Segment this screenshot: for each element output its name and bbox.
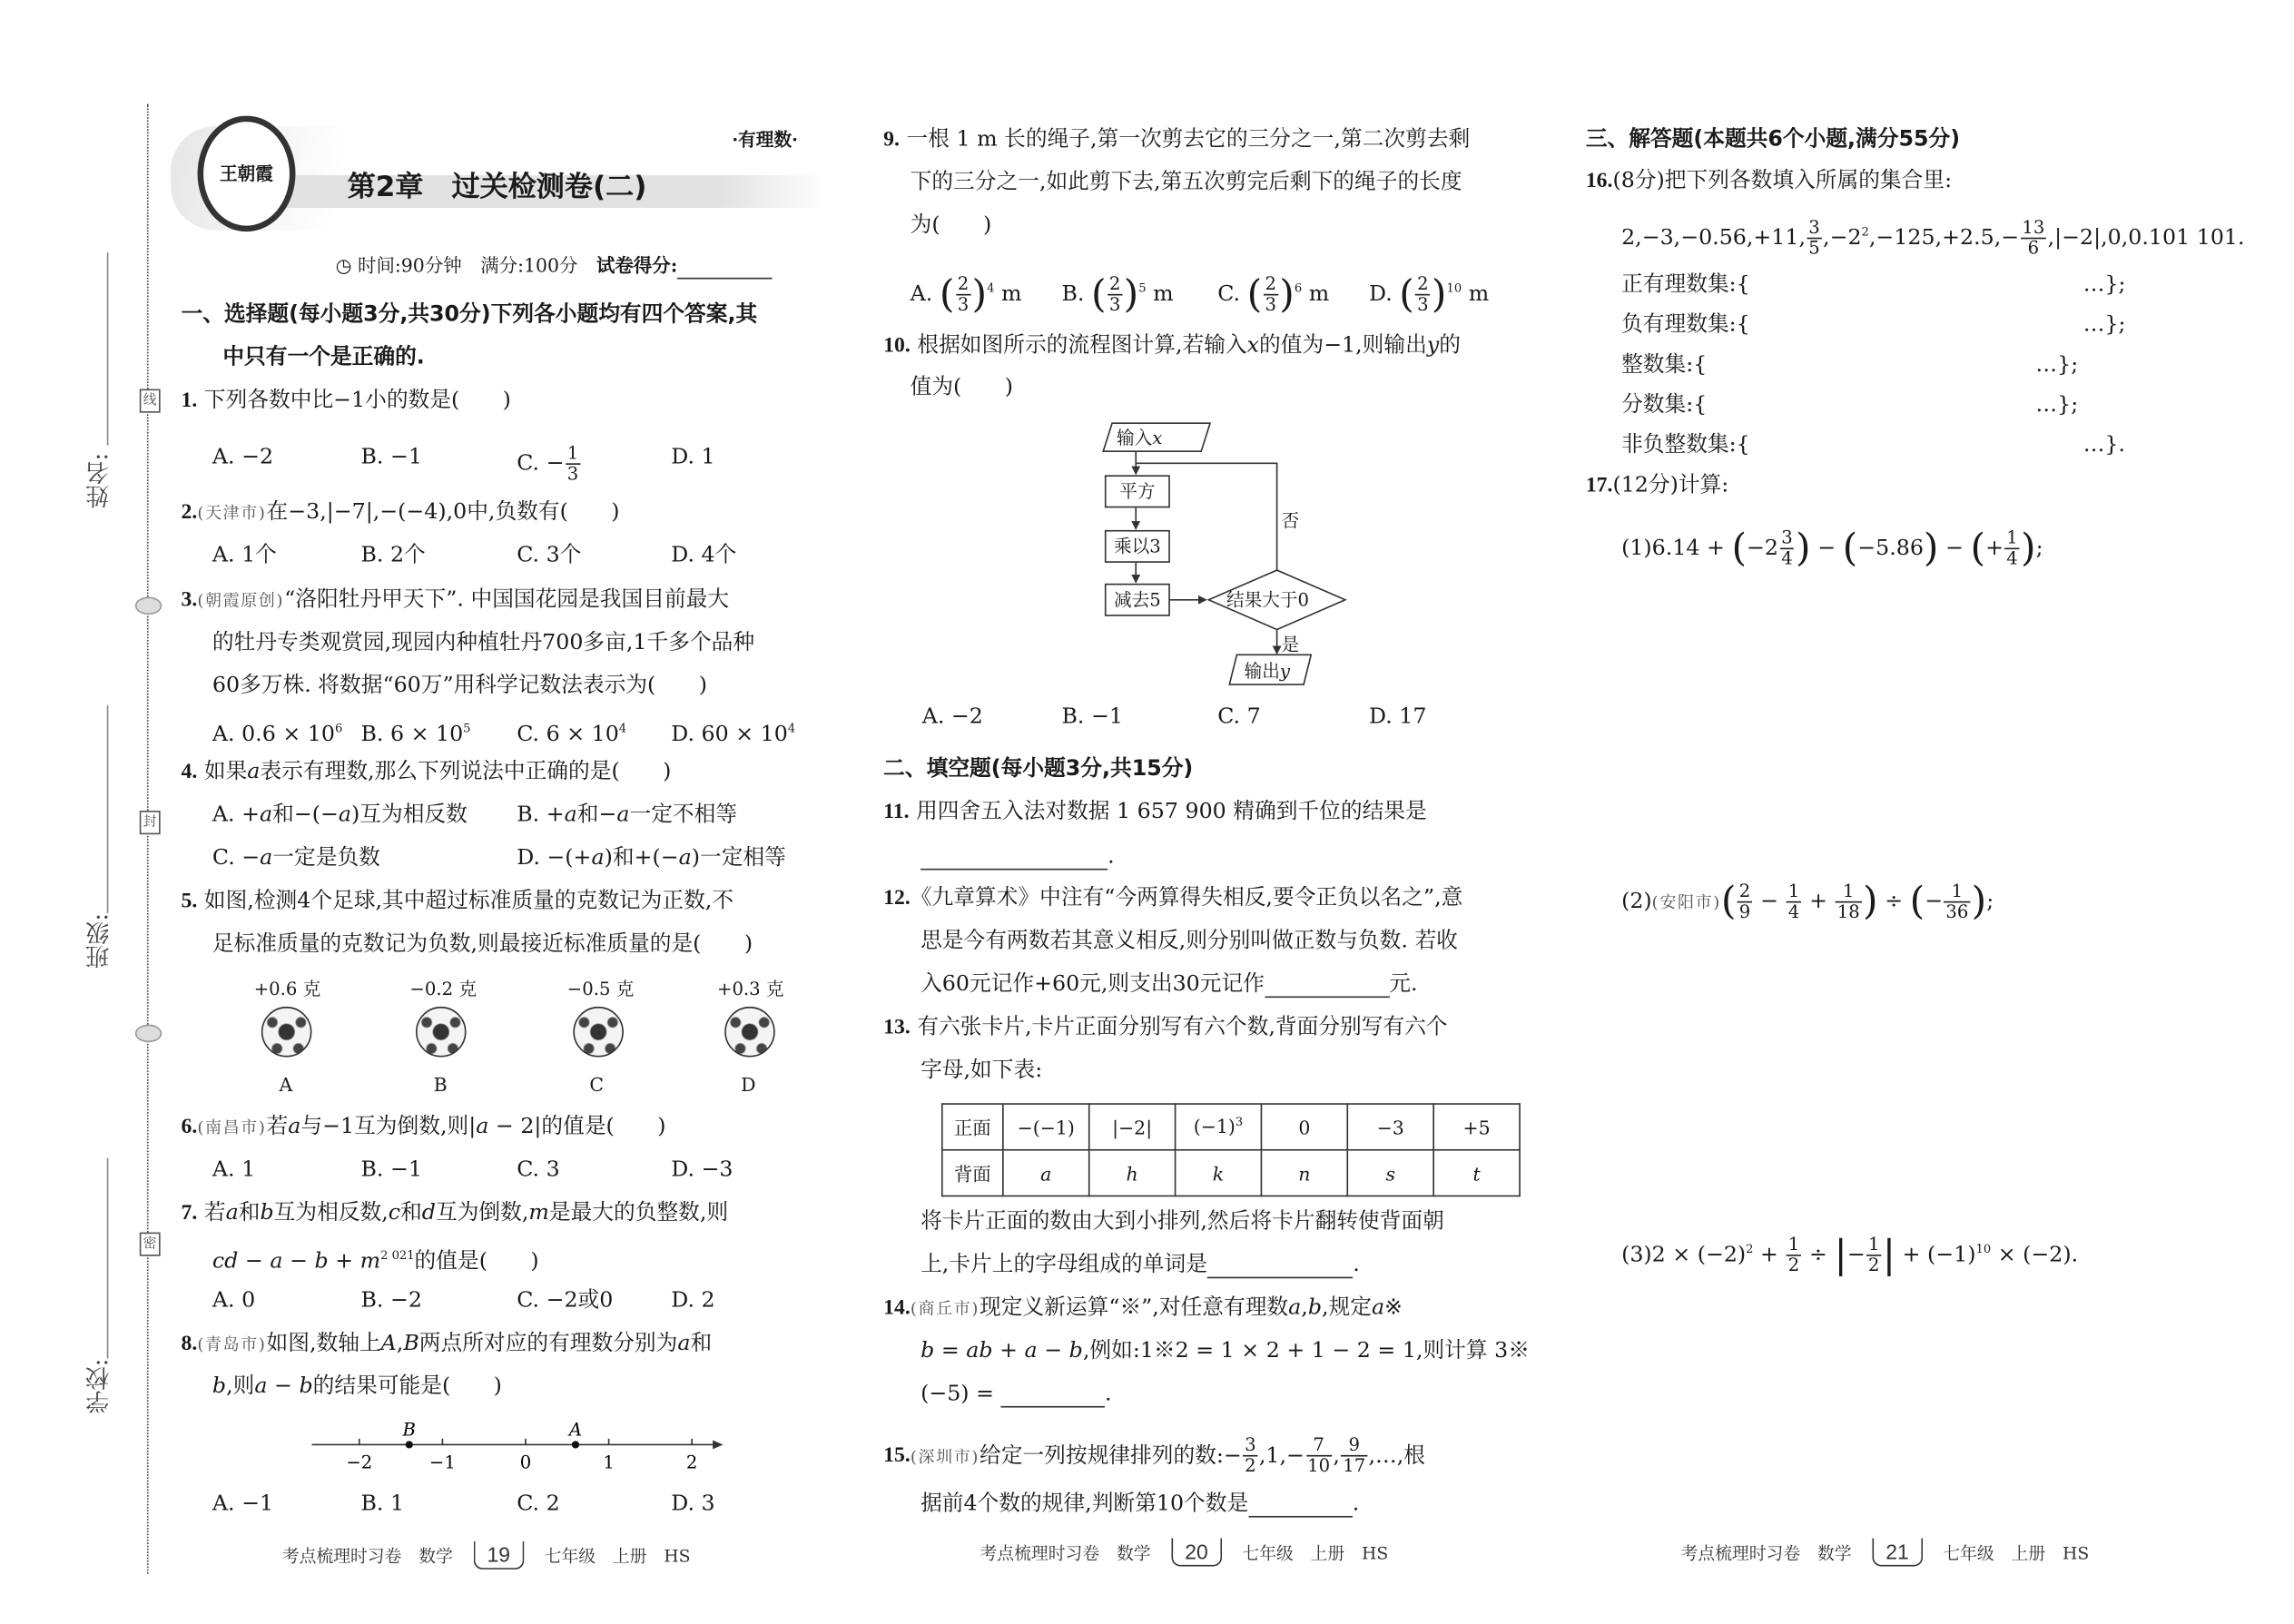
full-score: 满分:100分 xyxy=(480,253,578,277)
table-cell: n xyxy=(1261,1150,1347,1196)
page-footer: 考点梳理时习卷 数学 21 七年级 上册 HS xyxy=(1680,1538,2089,1566)
question-text: 足标准质量的克数记为负数,则最接近标准质量的是( ) xyxy=(212,932,753,957)
question-1: 1. 下列各数中比−1小的数是( ) xyxy=(181,389,511,413)
option[interactable]: D. −3 xyxy=(671,1157,733,1182)
table-cell: a xyxy=(1003,1150,1089,1196)
option[interactable]: C. 7 xyxy=(1217,704,1261,730)
set-row: 分数集:{ xyxy=(1621,393,1708,418)
soccer-ball-icon xyxy=(261,1007,312,1058)
option[interactable]: C. −2或0 xyxy=(517,1288,614,1313)
flow-output: 输出y xyxy=(1244,660,1291,682)
calc-part-3: $(3)2 \times (-2)^2$ + $\frac{1}{2}$ ÷ |− $\frac{1}{2}$ | + $(-1)^{10} \times (-2)$. xyxy=(1621,1233,2079,1278)
ball-label: D xyxy=(741,1073,756,1097)
question-text: 为( ) xyxy=(910,213,992,238)
table-cell: s xyxy=(1347,1150,1433,1196)
set-row: 整数集:{ xyxy=(1621,353,1708,378)
school-label: 学校: xyxy=(84,1358,113,1414)
question-13: 13. 有六张卡片,卡片正面分别写有六个数,背面分别写有六个 xyxy=(883,1015,1448,1039)
class-label: 班级: xyxy=(84,912,113,969)
set-row: 正有理数集:{ xyxy=(1621,272,1750,298)
question-11: 11. 用四舍五入法对数据 1 657 900 精确到千位的结果是 xyxy=(883,800,1427,824)
question-17: 17.(12分)计算: xyxy=(1585,473,1729,497)
flow-no: 否 xyxy=(1281,510,1300,532)
soccer-ball-icon xyxy=(416,1007,467,1058)
set-row: 非负整数集:{ xyxy=(1621,433,1750,458)
option[interactable]: B. −1 xyxy=(360,1157,422,1182)
question-14: 14.(商丘市)现定义新运算“※”,对任意有理数a,b,规定a※ xyxy=(883,1295,1403,1321)
seal-dotted-line xyxy=(147,103,150,1573)
school-blank xyxy=(107,1158,109,1359)
option[interactable]: B. +a和−a一定不相等 xyxy=(517,802,738,828)
soccer-ball-icon xyxy=(573,1007,624,1058)
option[interactable]: A. 0 xyxy=(212,1288,256,1313)
axis-point xyxy=(572,1441,579,1448)
flow-step-subtract: 减去5 xyxy=(1105,584,1170,616)
card-table xyxy=(941,1103,1521,1196)
set-end: …}. xyxy=(2082,433,2126,458)
option[interactable]: B. −2 xyxy=(360,1288,422,1313)
option[interactable]: B. −1 xyxy=(1061,704,1123,730)
page-number: 19 xyxy=(474,1541,524,1570)
page-number: 21 xyxy=(1872,1538,1922,1566)
option[interactable]: C. 2 xyxy=(517,1491,560,1516)
question-text: b = ab + a − b,例如:1※2 = 1 × 2 + 1 − 2 = 1,则计算 3※ xyxy=(921,1339,1530,1363)
option[interactable]: A. 1 xyxy=(212,1157,256,1182)
set-end: …}; xyxy=(2082,313,2126,338)
section-heading-cont: 中只有一个是正确的. xyxy=(222,346,425,370)
question-text: 将卡片正面的数由大到小排列,然后将卡片翻转使背面朝 xyxy=(921,1210,1444,1235)
question-2: 2.(天津市)在−3,|−7|,−(−4),0中,负数有( ) xyxy=(181,500,620,525)
axis-point-label: A xyxy=(568,1419,583,1441)
ball-label: C xyxy=(589,1073,604,1097)
option[interactable]: A. 1个 xyxy=(212,543,277,567)
row-header: 背面 xyxy=(942,1150,1003,1196)
flow-step-multiply: 乘以3 xyxy=(1105,530,1170,563)
seal-char: 线 xyxy=(140,389,161,413)
axis-point-label: B xyxy=(402,1419,416,1441)
option[interactable]: A. −2 xyxy=(921,704,983,730)
option[interactable]: A. $0.6 \times 10^6$ xyxy=(212,721,343,747)
page-footer: 考点梳理时习卷 数学 19 七年级 上册 HS xyxy=(282,1541,691,1570)
question-text: cd − $a - b + m^{2 021}$的值是( ) xyxy=(212,1248,539,1275)
table-cell: −(−1) xyxy=(1003,1104,1089,1150)
set-row: 负有理数集:{ xyxy=(1621,313,1750,338)
question-9: 9. 一根 1 m 长的绳子,第一次剪去它的三分之一,第二次剪去剩 xyxy=(883,127,1471,152)
set-end: …}; xyxy=(2035,393,2079,418)
option[interactable]: C. $6 \times 10^4$ xyxy=(517,721,627,747)
question-text: 入60元记作+60元,则支出30元记作 元. xyxy=(921,972,1418,997)
option[interactable]: C. −a一定是负数 xyxy=(212,846,380,871)
question-10: 10. 根据如图所示的流程图计算,若输入x的值为−1,则输出y的 xyxy=(883,334,1461,359)
seal-ornament-icon xyxy=(135,1025,162,1043)
axis-tick-label: −2 xyxy=(346,1452,373,1473)
option[interactable]: A. −1 xyxy=(212,1491,274,1516)
number-line xyxy=(297,1413,743,1472)
seal-ornament-icon xyxy=(135,597,162,615)
soccer-ball-icon xyxy=(724,1007,775,1058)
flow-step-square: 平方 xyxy=(1105,475,1170,507)
question-text: (−5) = . xyxy=(921,1382,1112,1406)
axis-tick-label: 0 xyxy=(519,1452,532,1473)
table-cell: $(-1)^3$ xyxy=(1176,1104,1262,1150)
question-text: 值为( ) xyxy=(910,375,1014,399)
section-heading: 二、填空题(每小题3分,共15分) xyxy=(883,757,1194,782)
ball-label: A xyxy=(279,1073,293,1097)
seal-char: 封 xyxy=(140,811,161,834)
name-label: 姓名: xyxy=(84,452,113,509)
row-header: 正面 xyxy=(942,1104,1003,1150)
calc-part-2: (2)(安阳市)( $\frac{2}{9}$ − $\frac{1}{4}$ + $\frac{1}{18}$ ) ÷ (− $\frac{1}{36}$ ); xyxy=(1621,880,1994,925)
logo-text: 王朝霞 xyxy=(220,162,273,184)
question-12: 12.《九章算术》中注有“今两算得失相反,要令正负以名之”,意 xyxy=(883,886,1463,910)
option[interactable]: C. 3 xyxy=(517,1157,560,1182)
question-text: 思是今有两数若其意义相反,则分别叫做正数与负数. 若收 xyxy=(921,929,1458,954)
axis-tick-label: −1 xyxy=(428,1452,456,1473)
option[interactable]: B. ( $\frac{2}{3}$ )$^5$ m xyxy=(1061,272,1174,318)
page-footer: 考点梳理时习卷 数学 20 七年级 上册 HS xyxy=(980,1538,1388,1566)
option[interactable]: D. 2 xyxy=(671,1288,715,1313)
option[interactable]: B. 1 xyxy=(360,1491,405,1516)
option[interactable]: D. 1 xyxy=(671,445,715,469)
brand-logo xyxy=(198,116,296,232)
option[interactable]: C. 3个 xyxy=(517,543,582,567)
option[interactable]: B. 2个 xyxy=(360,543,426,567)
question-text: 下的三分之一,如此剪下去,第五次剪完后剩下的绳子的长度 xyxy=(910,171,1462,195)
axis-tick-label: 1 xyxy=(603,1452,615,1473)
chapter-title: 第2章 过关检测卷(二) xyxy=(347,171,647,204)
question-text: 据前4个数的规律,判断第10个数是 . xyxy=(921,1491,1360,1516)
option[interactable]: D. $60 \times 10^4$ xyxy=(671,721,796,747)
answer-blank[interactable]: . xyxy=(921,843,1115,870)
option[interactable]: D. ( $\frac{2}{3}$ )$^{10}$ m xyxy=(1369,272,1490,318)
option[interactable]: A. ( $\frac{2}{3}$ )$^4$ m xyxy=(910,272,1022,318)
flow-yes: 是 xyxy=(1281,634,1300,655)
question-text: 字母,如下表: xyxy=(921,1058,1043,1083)
time-limit: 时间:90分钟 xyxy=(358,253,462,277)
clock-icon: ◷ xyxy=(335,253,352,277)
page-number: 20 xyxy=(1171,1538,1221,1566)
table-cell: h xyxy=(1089,1150,1176,1196)
score-label: 试卷得分: xyxy=(596,253,678,277)
option[interactable]: B. $6 \times 10^5$ xyxy=(360,721,471,747)
option[interactable]: D. −(+a)和+(−a)一定相等 xyxy=(517,846,786,871)
question-7: 7. 若a和b互为相反数,c和d互为倒数,m是最大的负整数,则 xyxy=(181,1201,729,1225)
table-cell: t xyxy=(1433,1150,1520,1196)
question-text: 60多万株. 将数据“60万”用科学记数法表示为( ) xyxy=(212,674,707,698)
question-5: 5. 如图,检测4个足球,其中超过标准质量的克数记为正数,不 xyxy=(181,889,734,913)
question-text: 上,卡片上的字母组成的单词是 . xyxy=(921,1253,1360,1277)
ball-mass: +0.3 克 xyxy=(716,978,784,999)
flow-condition: 结果大于0 xyxy=(1226,589,1310,611)
number-list: 2,−3,−0.56,+11, $\frac{3}{5}$ $,-2^2,-125,+2.5,-$ $\frac{13}{6}$ ,|−2|,0,0.101 101. xyxy=(1621,216,2245,259)
question-6: 6.(南昌市)若a与−1互为倒数,则|a − 2|的值是( ) xyxy=(181,1115,666,1139)
exam-info xyxy=(336,252,773,279)
option[interactable]: C. − $\frac{1}{3}$ xyxy=(517,442,579,485)
calc-part-1: (1)6.14 + (−2 $\frac{3}{4}$ ) − (−5.86) − (+ $\frac{1}{4}$ ); xyxy=(1621,526,2043,571)
table-cell: |−2| xyxy=(1089,1104,1176,1150)
option[interactable]: B. −1 xyxy=(360,445,422,469)
name-blank xyxy=(107,252,109,446)
table-row-back xyxy=(942,1150,1520,1196)
option[interactable]: D. 17 xyxy=(1369,704,1427,730)
question-4: 4. 如果a表示有理数,那么下列说法中正确的是( ) xyxy=(181,760,672,784)
table-cell: k xyxy=(1176,1150,1262,1196)
table-cell: −3 xyxy=(1347,1104,1433,1150)
ball-mass: +0.6 克 xyxy=(253,978,321,999)
axis-tick-label: 2 xyxy=(685,1452,698,1473)
ball-label: B xyxy=(433,1073,448,1097)
ball-mass: −0.5 克 xyxy=(566,978,635,999)
section-heading: 三、解答题(本题共6个小题,满分55分) xyxy=(1585,127,1961,152)
ball-mass: −0.2 克 xyxy=(409,978,477,999)
flow-input: 输入x xyxy=(1116,428,1163,448)
question-text: b,则a − b的结果可能是( ) xyxy=(212,1374,502,1399)
question-text: 的牡丹专类观赏园,现园内种植牡丹700多亩,1千多个品种 xyxy=(212,631,755,655)
option[interactable]: A. +a和−(−a)互为相反数 xyxy=(212,802,468,828)
option[interactable]: D. 3 xyxy=(671,1491,715,1516)
axis-arrow-icon xyxy=(713,1441,723,1450)
table-cell: 0 xyxy=(1261,1104,1347,1150)
axis-point xyxy=(406,1441,413,1448)
table-row-front xyxy=(942,1104,1520,1150)
topic-label: ·有理数· xyxy=(732,129,798,151)
set-end: …}; xyxy=(2082,272,2126,298)
question-8: 8.(青岛市)如图,数轴上A,B两点所对应的有理数分别为a和 xyxy=(181,1332,713,1356)
class-blank xyxy=(107,705,109,913)
option[interactable]: C. ( $\frac{2}{3}$ )$^6$ m xyxy=(1217,272,1330,318)
set-end: …}; xyxy=(2035,353,2079,378)
question-15: 15.(深圳市)给定一列按规律排列的数:− $\frac{3}{2}$ ,1,− $\frac{7}{10}$ , $\frac{9}{17}$ ,…,根 xyxy=(883,1433,1425,1476)
option[interactable]: D. 4个 xyxy=(671,543,737,567)
question-16: 16.(8分)把下列各数填入所属的集合里: xyxy=(1585,169,1953,193)
score-blank xyxy=(677,257,773,280)
section-heading: 一、选择题(每小题3分,共30分)下列各小题均有四个答案,其 xyxy=(181,302,758,327)
question-3: 3.(朝霞原创)“洛阳牡丹甲天下”. 中国国花园是我国目前最大 xyxy=(181,587,730,612)
table-cell: +5 xyxy=(1433,1104,1520,1150)
seal-char: 密 xyxy=(140,1233,161,1256)
option[interactable]: A. −2 xyxy=(212,445,274,469)
